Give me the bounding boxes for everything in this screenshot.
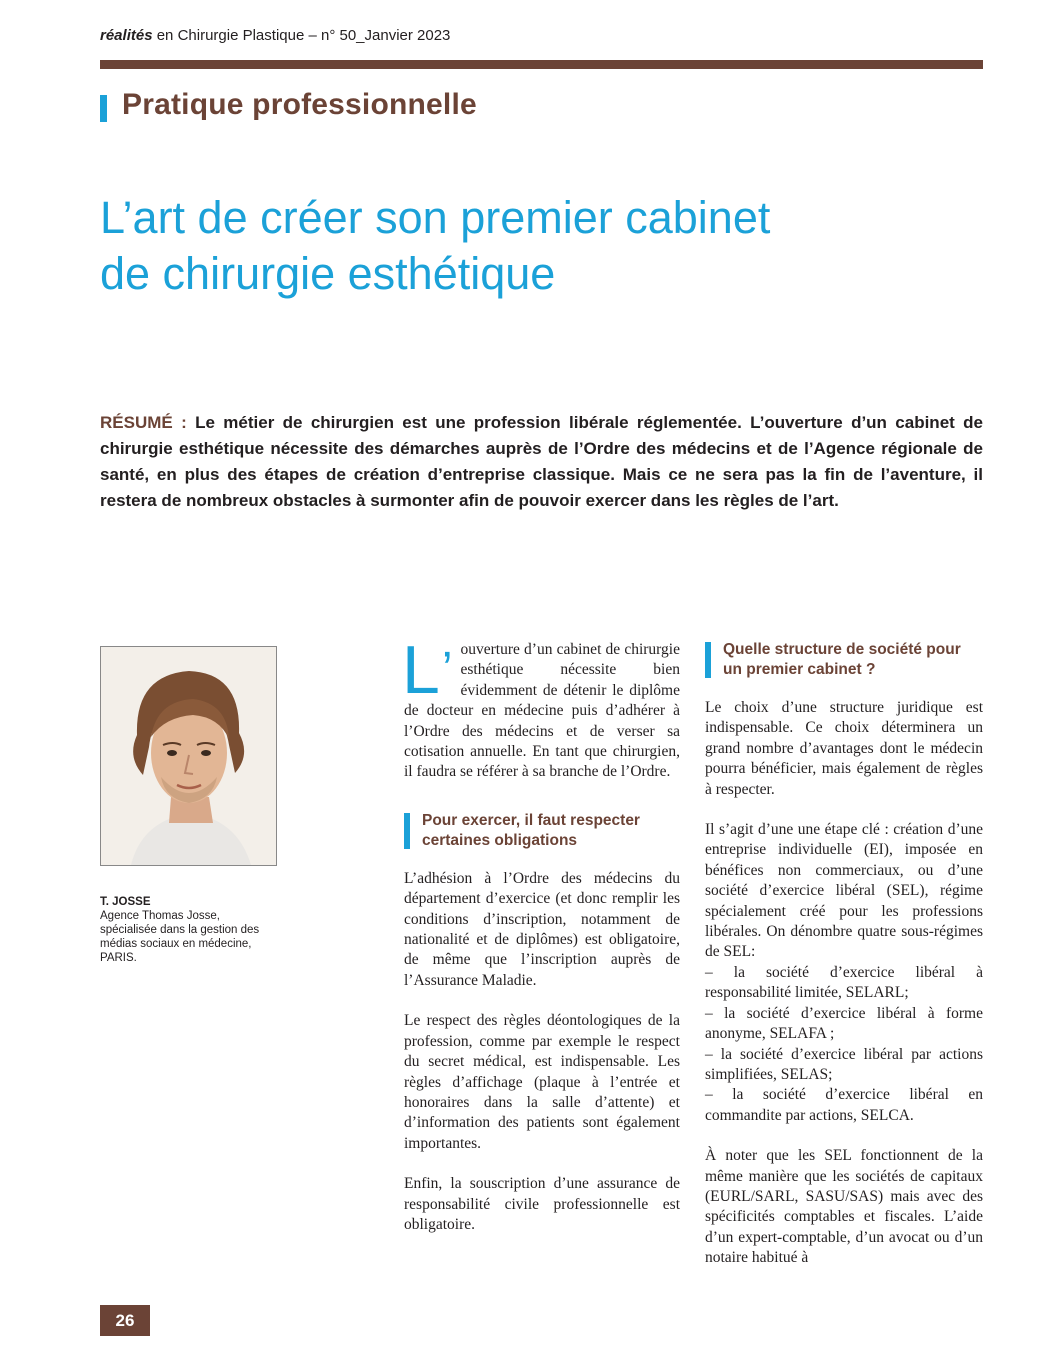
portrait-illustration	[101, 647, 276, 865]
page-number: 26	[100, 1305, 150, 1336]
section-label: Pratique professionnelle	[122, 88, 477, 121]
header-rule	[100, 60, 983, 69]
title-line-1: L’art de créer son premier cabinet	[100, 192, 771, 243]
list-item: – la société d’exercice libéral à responsabilité limitée, SELARL;	[705, 963, 983, 1002]
author-photo	[100, 646, 277, 866]
paragraph: Enfin, la souscription d’une assurance de responsabilité civile professionnelle est obligatoire.	[404, 1175, 680, 1233]
paragraph-text: Il s’agit d’une une étape clé : création d’une entreprise individuelle (EI), imposée en bénéfices non commerciaux, ou d’une société d’exercice libéral (SEL), régime spécialement créé pour les professions libérales. On dénombre quatre sous-régimes de SEL:	[705, 821, 983, 961]
list-item: – la société d’exercice libéral à forme anonyme, SELAFA ;	[705, 1004, 983, 1043]
drop-cap	[402, 632, 453, 708]
body-column-2	[705, 640, 983, 1289]
subheading-obligations: Pour exercer, il faut respecter certaines obligations	[404, 811, 680, 851]
paragraph	[705, 820, 983, 1126]
running-header	[100, 27, 450, 44]
drop-cap-letter: L	[402, 632, 440, 708]
list-item: – la société d’exercice libéral en commandite par actions, SELCA.	[705, 1086, 983, 1124]
author-affiliation: Agence Thomas Josse,	[100, 910, 220, 922]
article-title	[100, 190, 960, 302]
paragraph: Le respect des règles déontologiques de la profession, comme par exemple le respect du secret médical, est indispensable. Les règles d’affichage (plaque à l’entrée et honoraires dans la salle d’attente) et d’information des patients sont également importantes.	[404, 1012, 680, 1152]
abstract-text: Le métier de chirurgien est une profession libérale réglementée. L’ouverture d’un cabinet de chirurgie esthétique nécessite des démarches auprès de l’Ordre des médecins et de l’Agence régionale de santé, en plus des étapes de création d’entreprise classique. Mais ce ne sera pas la fin de l’aventure, il restera de nombreux obstacles à surmonter afin de pouvoir exercer dans les règles de l’art.	[100, 413, 983, 510]
abstract	[100, 410, 983, 514]
drop-cap-apostrophe: ’	[441, 643, 453, 696]
intro-text: ouverture d’un cabinet de chirurgie esthétique nécessite bien évidemment de détenir le diplôme de docteur en médecine puis d’adhérer à l’Ordre des médecins et de verser sa cotisation annuelle. En tant que chirurgien, il faudra se référer à sa branche de l’Ordre.	[404, 641, 680, 781]
body-column-1	[402, 632, 680, 1255]
title-line-2: de chirurgie esthétique	[100, 248, 556, 299]
issue-info: en Chirurgie Plastique – n° 50_Janvier 2023	[152, 27, 451, 44]
paragraph: À noter que les SEL fonctionnent de la même manière que les sociétés de capitaux (EURL/SARL, SASU/SAS) mais avec des spécificités comptables et fiscales. L’aide d’un expert-comptable, d’un avocat ou d’un notaire habitué à	[705, 1147, 983, 1267]
section-marker	[100, 95, 107, 122]
paragraph: L’adhésion à l’Ordre des médecins du département d’exercice (et donc remplir les conditions d’inscription, notamment de nationalité et de diplômes) est obligatoire, de même que l’inscription auprès de l’Assurance Maladie.	[404, 869, 680, 989]
journal-brand: réalités	[100, 27, 153, 44]
subheading-structure: Quelle structure de société pour un premier cabinet ?	[705, 640, 983, 680]
abstract-label: RÉSUMÉ :	[100, 413, 187, 432]
intro-paragraph	[402, 632, 680, 783]
author-description: spécialisée dans la gestion des médias sociaux en médecine, PARIS.	[100, 924, 260, 964]
author-info	[100, 895, 280, 965]
list-item: – la société d’exercice libéral par actions simplifiées, SELAS;	[705, 1045, 983, 1083]
author-name: T. JOSSE	[100, 896, 151, 908]
paragraph: Le choix d’une structure juridique est indispensable. Ce choix déterminera un grand nombre d’avantages dont le médecin pourra bénéficier, mais également de règles à respecter.	[705, 699, 983, 798]
